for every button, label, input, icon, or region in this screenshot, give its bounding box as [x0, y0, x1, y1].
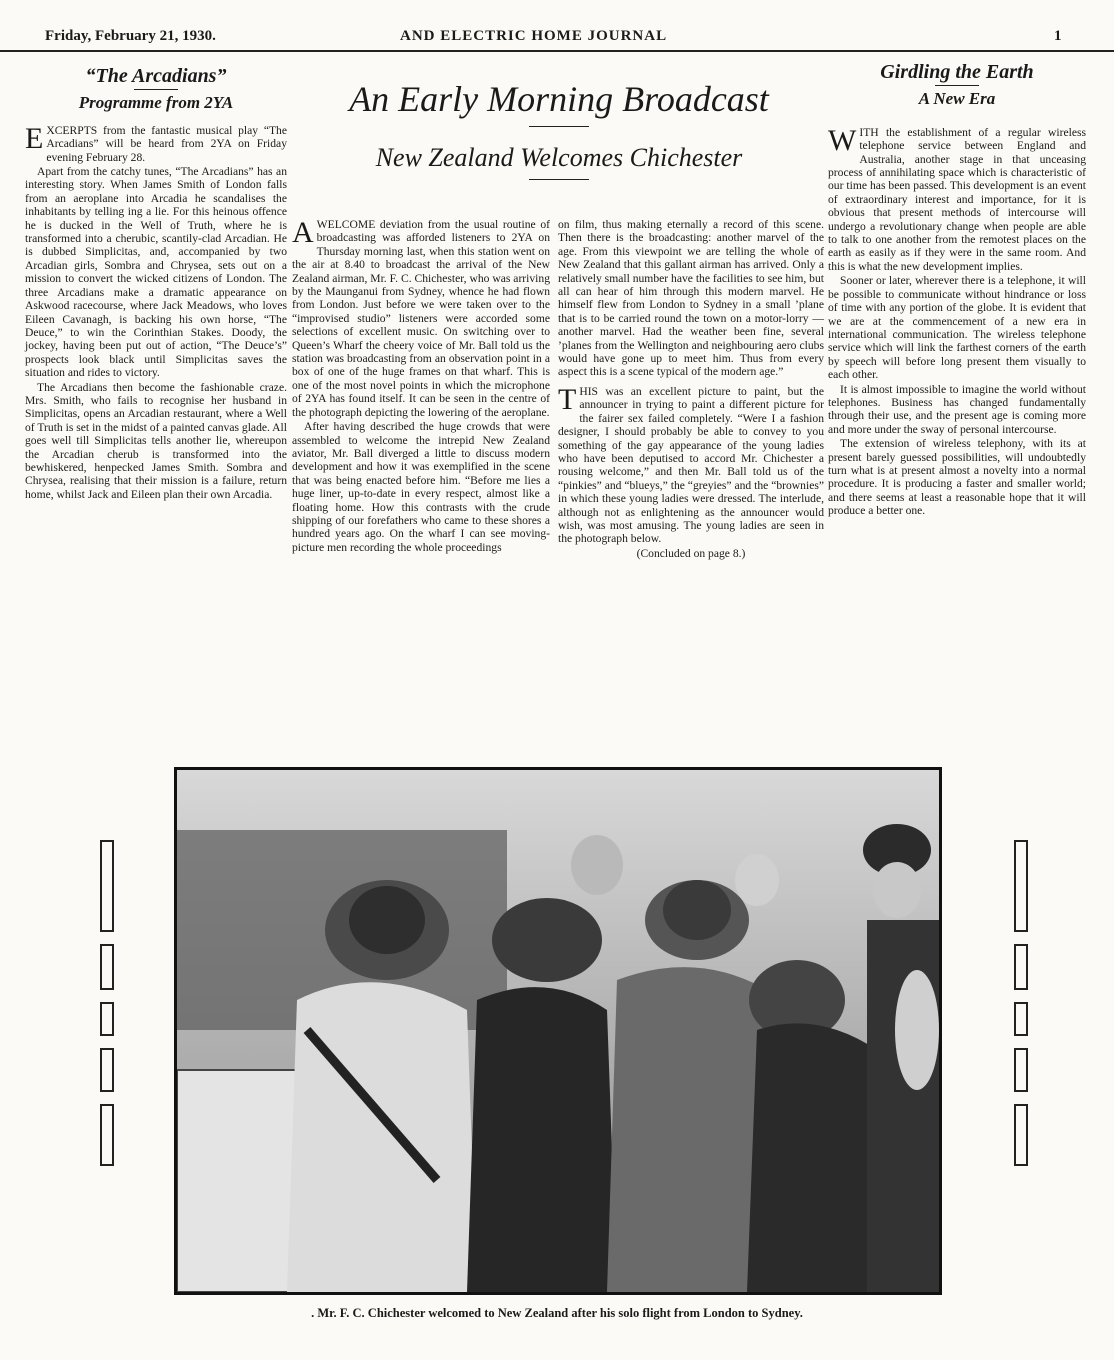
divider: [134, 89, 178, 90]
arcadians-paragraph: Apart from the catchy tunes, “The Arcadians” has an interesting story. When James Smith of London falls from an aeroplane into Arcadia he scandalises the inhabitants by telling ing a lie. For this heinous offence he is ducked in the Well of Truth, where he is transformed into a cherubic, scantily-clad Arcadian. He is dubbed Simplicitas, and, accompanied by two Arcadian girls, Sombra and Chrysea, sets out on a mission to convert the wicked citizens of London. The three Arcadians make a dramatic appearance on Askwood racecourse, where Jack Meadows, who loves Eileen Cavanagh, is backing his own horse, “The Deuce,” to win the Corinthian Stakes. Doody, the jockey, having been put out of action, “The Deuce’s” prospects look black until Simplicitas saves the situation and rides to victory.: [25, 165, 287, 380]
right-border-ornament: [1014, 840, 1028, 1178]
girdling-paragraph: Sooner or later, wherever there is a telephone, it will be possible to communicate without hindrance or loss of time with any portion of the globe. It is evident that we are at the commencement of a new era in international communication. The wireless telephone service which will link the farthest corners of the earth by speech will before long present them visually to each other.: [828, 274, 1086, 382]
girdling-paragraph: WITH the establishment of a regular wireless telephone service between England and Australia, another stage in that unceasing process of annihilating space which is characteristic of our time has been passed. This development is an event of extraordinary interest and importance, for it is obvious that present methods of intercourse will undergo a revolutionary change when people are able to talk to one another from the remotest places on the earth as easily as if they were in the same room. And this is what the new development implies.: [828, 123, 1086, 273]
arcadians-article: [25, 58, 287, 502]
drop-cap: A: [292, 216, 314, 249]
broadcast-headline: An Early Morning Broadcast: [349, 79, 769, 119]
broadcast-article: [292, 58, 826, 560]
girdling-subtitle: A New Era: [918, 89, 996, 109]
broadcast-paragraph: THIS was an excellent picture to paint, but the announcer in trying to paint a different picture for the fairer sex failed completely. “Were I a fashion designer, I should probably be able to convey to you something of the gay appearance of the young ladies who have been deputised to accord Mr. Chichester a rousing welcome,” and then Mr. Ball told us of the “pinkies” and “blueys,” the “greyies” and the “brownies” in which these young ladies were dressed. The interlude, although not as enlightening as the announcer would wish, was most amusing. The young ladies are seen in the photograph below.: [558, 382, 824, 546]
broadcast-subhead: New Zealand Welcomes Chichester: [375, 143, 743, 172]
arcadians-title: “The Arcadians”: [85, 65, 227, 87]
page-number: 1: [1054, 28, 1062, 44]
broadcast-paragraph: AWELCOME deviation from the usual routine of broadcasting was afforded listeners to 2YA on Thursday morning last, when this station went on the air at 8.40 to broadcast the arrival of the New Zealand airman, Mr. F. C. Chichester, who was arriving by the Maunganui from Sydney, whence he had flown from London. Just before we were taken over to the “improvised studio” listeners were accorded some selections of excellent music. On switching over to Queen’s Wharf the cheery voice of Mr. Ball told us the station was broadcasting from an observation point in a box of one of the huge frames on that wharf. This is one of the most novel points in which the microphone of 2YA has found itself. It can be seen in the centre of the photograph depicting the lowering of the aeroplane.: [292, 216, 550, 419]
arcadians-subtitle: Programme from 2YA: [78, 93, 234, 113]
broadcast-paragraph: After having described the huge crowds that were assembled to welcome the intrepid New Zealand aviator, Mr. Ball diverged a little to discuss modern development and how it was exemplified in the scene that was being enacted before him. “Before me lies a huge liner, up-to-date in every respect, almost like a floating home. How this contrasts with the crude shipping of our forefathers who came to these shores a hundred years ago. On the wharf I can see moving-picture men recording the whole proceedings: [292, 420, 550, 554]
left-border-ornament: [100, 840, 114, 1178]
drop-cap: W: [828, 123, 857, 157]
crowd-photograph: [174, 767, 942, 1295]
girdling-paragraph: It is almost impossible to imagine the world without telephones. Business has changed fundamentally through their use, and the present age is coming more and more under the sway of personal intercourse.: [828, 382, 1086, 436]
page-header: [0, 28, 1114, 52]
continuation-note: (Concluded on page 8.): [636, 546, 746, 560]
broadcast-column-2: [558, 218, 824, 561]
divider: [529, 179, 589, 180]
issue-date: Friday, February 21, 1930.: [45, 28, 216, 44]
girdling-article: [828, 58, 1086, 519]
divider: [935, 85, 979, 86]
broadcast-paragraph: on film, thus making eternally a record of this scene. Then there is the broadcasting: another marvel of the age. From this viewpoint we are telling the whole of New Zealand that this gallant airman has arrived. Only a relatively small number have the facilities to see him, but all can hear of him through this modern marvel. He himself flew from London to Sydney in a small ’plane that is to be carried round the town on a motor-lorry —another marvel. Had the weather been fine, several ’planes from the Wellington and neighbouring aero clubs would have gone up to meet him. Thus from every aspect this is a scene typical of the modern age.”: [558, 218, 824, 379]
drop-cap: E: [25, 121, 44, 155]
drop-cap: T: [558, 382, 577, 416]
arcadians-paragraph: The Arcadians then become the fashionable craze. Mrs. Smith, who fails to recognise her husband in Simplicitas, opens an Arcadian restaurant, where a Well of Truth is set in the midst of a painted canvas glade. All goes well till Simplicitas tells another lie, whereupon the Arcadian cherub is transformed into the bewhiskered, henpecked James Smith. Sombra and Chrysea, realising that their mission is a failure, return home, whilst Jack and Eileen plan their own Arcadia.: [25, 380, 287, 501]
photo-illustration: [177, 770, 939, 1292]
girdling-paragraph: The extension of wireless telephony, with its at present barely guessed possibilities, will undoubtedly turn what is at present almost a novelty into a normal procedure. It is producing a faster and smaller world; and there seems at least a reasonable hope that it will produce a better one.: [828, 437, 1086, 518]
journal-title: AND ELECTRIC HOME JOURNAL: [400, 28, 668, 44]
broadcast-column-1: [292, 218, 550, 555]
divider: [529, 126, 589, 127]
arcadians-paragraph: EXCERPTS from the fantastic musical play “The Arcadians” will be heard from 2YA on Friday evening February 28.: [25, 121, 287, 164]
photo-caption: . Mr. F. C. Chichester welcomed to New Zealand after his solo flight from London to Sydney.: [311, 1306, 803, 1320]
girdling-title: Girdling the Earth: [880, 61, 1034, 83]
